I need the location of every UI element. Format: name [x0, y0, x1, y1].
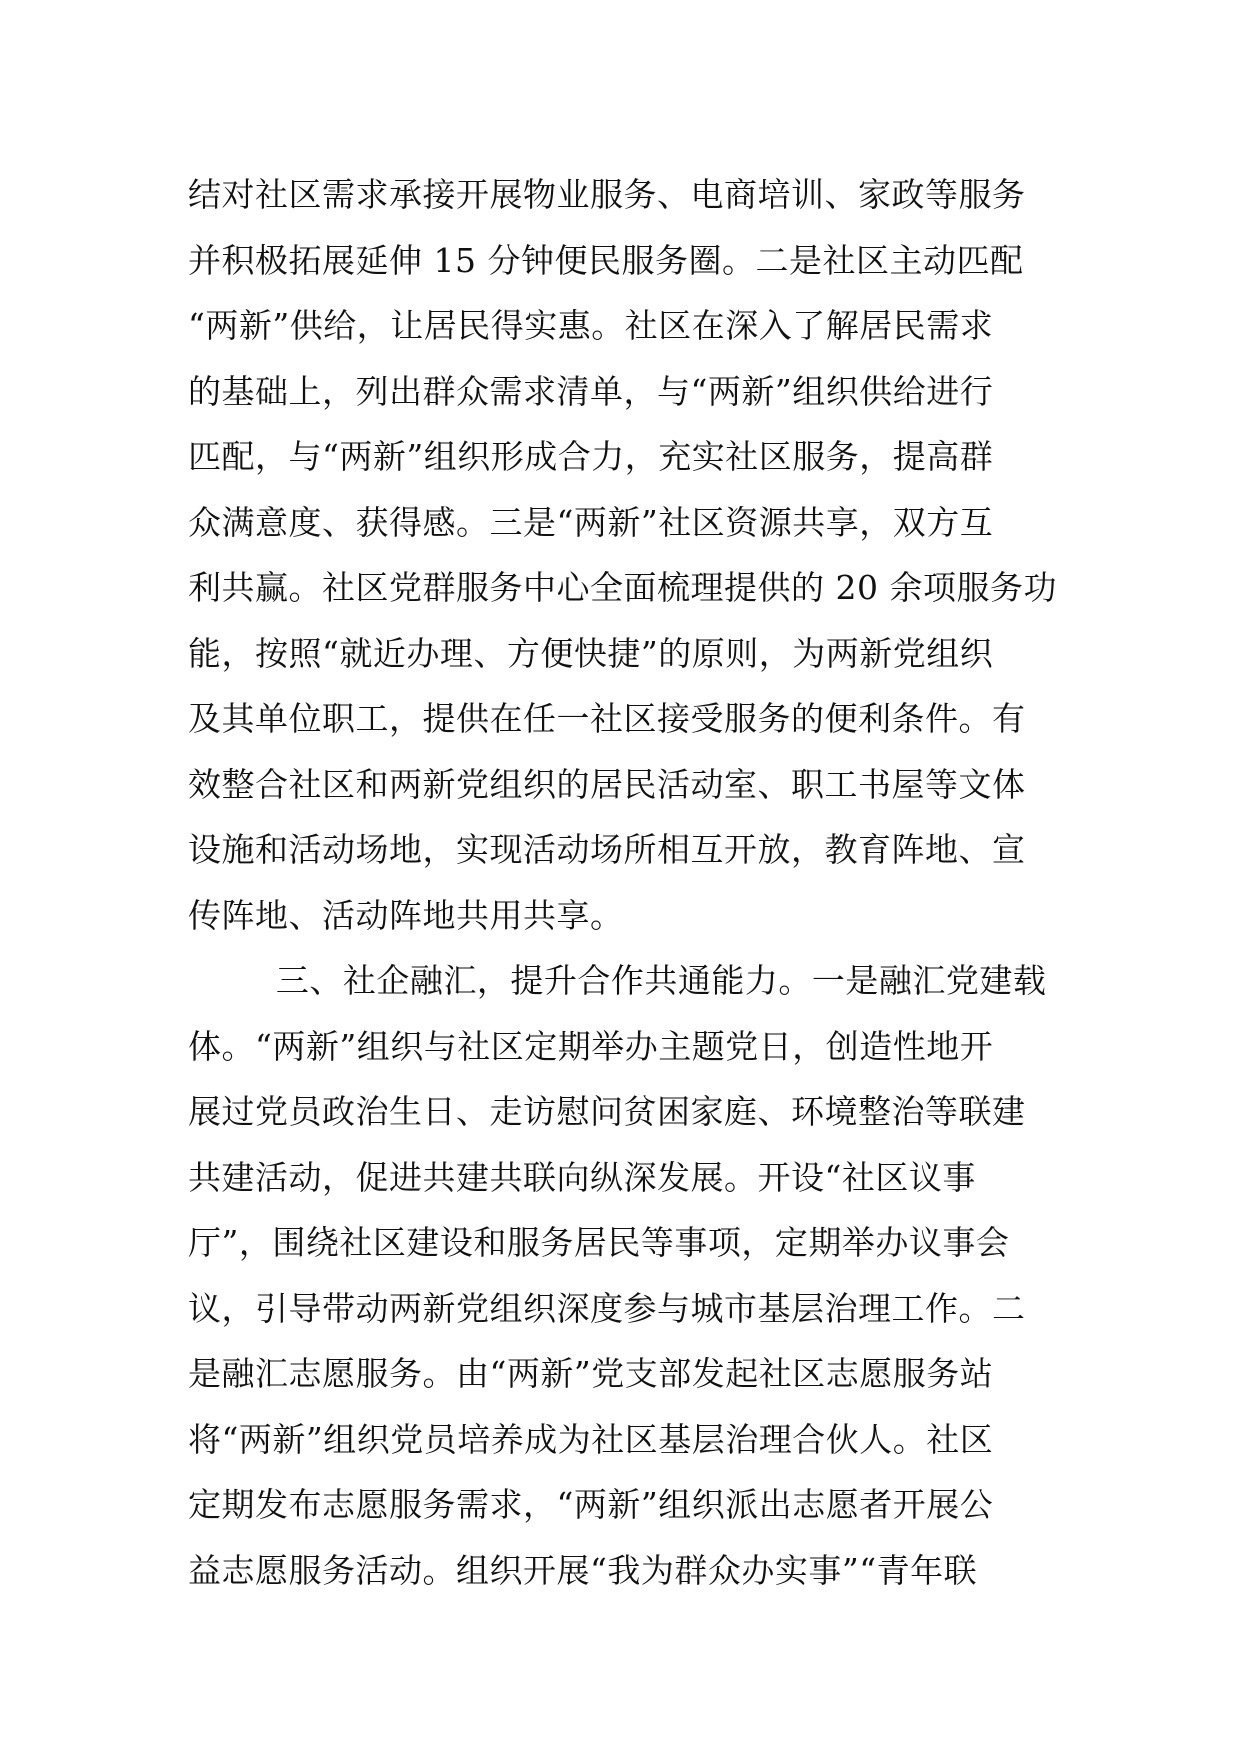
- text-line: 议，引导带动两新党组织深度参与城市基层治理工作。二: [188, 1288, 1026, 1328]
- text-line: 展过党员政治生日、走访慰问贫困家庭、环境整治等联建: [188, 1092, 1026, 1131]
- text-line: 定期发布志愿服务需求，“两新”组织派出志愿者开展公: [188, 1485, 994, 1524]
- text-line: 结对社区需求承接开展物业服务、电商培训、家政等服务: [188, 175, 1026, 214]
- text-line: “两新”供给，让居民得实惠。社区在深入了解居民需求: [188, 306, 994, 345]
- text-line: 厅”，围绕社区建设和服务居民等事项，定期举办议事会: [188, 1223, 1010, 1262]
- text-line: 众满意度、获得感。三是“两新”社区资源共享，双方互: [188, 502, 994, 542]
- text-line: 匹配，与“两新”组织形成合力，充实社区服务，提高群: [188, 437, 994, 476]
- text-line: 并积极拓展延伸 15 分钟便民服务圈。二是社区主动匹配: [188, 240, 1024, 280]
- text-line: 效整合社区和两新党组织的居民活动室、职工书屋等文体: [188, 764, 1026, 804]
- text-line: 共建活动，促进共建共联向纵深发展。开设“社区议事: [188, 1157, 976, 1197]
- text-line: 利共赢。社区党群服务中心全面梳理提供的 20 余项服务功: [188, 568, 1057, 607]
- text-line: 是融汇志愿服务。由“两新”党支部发起社区志愿服务站: [188, 1354, 994, 1393]
- text-line: 益志愿服务活动。组织开展“我为群众办实事”“青年联: [188, 1550, 978, 1590]
- text-line: 及其单位职工，提供在任一社区接受服务的便利条件。有: [188, 699, 1026, 738]
- text-line: 传阵地、活动阵地共用共享。: [188, 895, 624, 935]
- text-line: 体。“两新”组织与社区定期举办主题党日，创造性地开: [188, 1026, 994, 1066]
- text-line: 设施和活动场地，实现活动场所相互开放，教育阵地、宣: [188, 830, 1026, 869]
- text-line: 的基础上，列出群众需求清单，与“两新”组织供给进行: [188, 371, 994, 411]
- text-line: 能，按照“就近办理、方便快捷”的原则，为两新党组织: [188, 633, 994, 673]
- text-line: 将“两新”组织党员培养成为社区基层治理合伙人。社区: [188, 1419, 994, 1459]
- body-text: [188, 162, 1057, 1603]
- text-line: 三、社企融汇，提升合作共通能力。一是融汇党建载: [188, 961, 1047, 1000]
